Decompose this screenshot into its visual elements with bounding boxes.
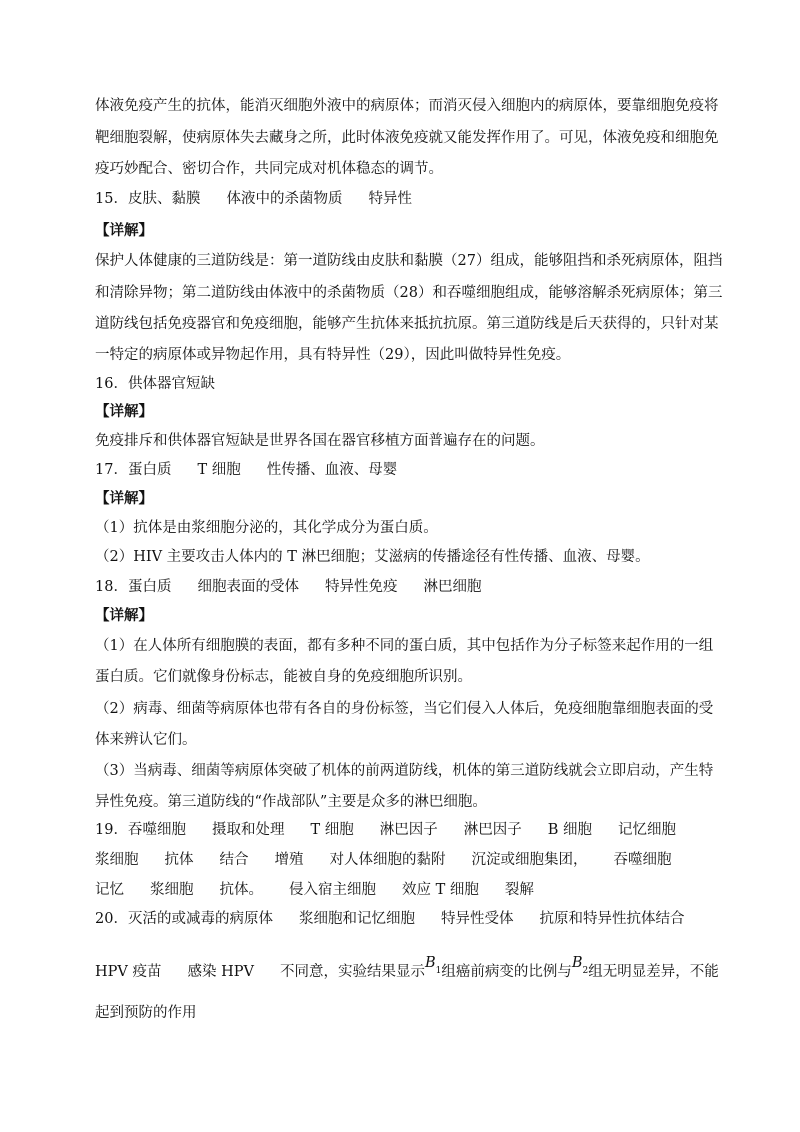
- text-line: （1）抗体是由浆细胞分泌的，其化学成分为蛋白质。: [95, 520, 438, 536]
- answer-line-19: [95, 820, 676, 840]
- answer-item: 蛋白质: [127, 579, 172, 595]
- text-line: 体来辨认它们。: [95, 732, 197, 748]
- math-subscript: 1: [435, 965, 442, 976]
- answer-item: 记忆细胞: [618, 822, 676, 838]
- answer-item: 吞噬细胞: [127, 822, 186, 838]
- text-line: 异性免疫。第三道防线的“作战部队”主要是众多的淋巴细胞。: [95, 794, 487, 810]
- answer-line-16: [95, 374, 215, 394]
- answer-line-18: [95, 577, 481, 597]
- answer-item: 抗体: [164, 852, 194, 868]
- answer-item: 特异性: [368, 191, 412, 207]
- answer-item: 淋巴因子: [379, 822, 438, 838]
- answer-item: 效应 T 细胞: [402, 882, 479, 898]
- text-line: 靶细胞裂解，使病原体失去藏身之所，此时体液免疫就又能发挥作用了。可见，体液免疫和细胞免: [95, 130, 719, 146]
- answer-item: 灭活的或减毒的病原体: [127, 911, 273, 927]
- question-number: 19．: [95, 822, 128, 838]
- text-line: 起到预防的作用: [95, 1005, 197, 1021]
- answer-item: 摄取和处理: [211, 822, 285, 838]
- question-number: 15．: [95, 191, 128, 207]
- math-subscript: 2: [582, 965, 589, 976]
- answer-item: 皮肤、黏膜: [127, 191, 201, 207]
- answer-item: 沉淀或细胞集团，: [471, 852, 588, 868]
- math-variable-b1: [424, 955, 442, 976]
- text-line: （2）HIV 主要攻击人体内的 T 淋巴细胞；艾滋病的传播途径有性传播、血液、母婴。: [95, 549, 650, 565]
- text-line: 道防线包括免疫器官和免疫细胞，能够产生抗体来抵抗抗原。第三道防线是后天获得的，只针对某: [95, 316, 719, 332]
- answer-item: 记忆: [95, 882, 124, 898]
- answer-item: B 细胞: [547, 822, 592, 838]
- answer-line-19-cont: [95, 880, 534, 900]
- text-line: 体液免疫产生的抗体，能消灭细胞外液中的病原体；而消灭侵入细胞内的病原体，要靠细胞免疫将: [95, 98, 719, 114]
- answer-item: 特异性受体: [440, 911, 514, 927]
- answer-item: 侵入宿主细胞: [289, 882, 376, 898]
- detail-heading: 【详解】: [95, 222, 153, 239]
- answer-item: 细胞表面的受体: [197, 579, 299, 595]
- question-number: 16．: [95, 376, 128, 392]
- answer-item: 浆细胞: [150, 882, 194, 898]
- answer-item: 浆细胞和记忆细胞: [298, 911, 415, 927]
- text-line: 和清除异物；第二道防线由体液中的杀菌物质（28）和吞噬细胞组成，能够溶解杀死病原体；第三: [95, 285, 723, 301]
- text-line: （2）病毒、细菌等病原体也带有各自的身份标签，当它们侵入人体后，免疫细胞靠细胞表面的受: [95, 701, 714, 717]
- detail-heading: 【详解】: [95, 403, 153, 420]
- answer-item: 供体器官短缺: [127, 376, 215, 392]
- answer-item: HPV 疫苗: [95, 964, 162, 980]
- question-number: 20．: [95, 911, 128, 927]
- question-number: 17．: [95, 462, 128, 478]
- answer-item: 增殖: [274, 852, 304, 868]
- answer-explanation: [280, 955, 719, 980]
- math-symbol: B: [424, 955, 436, 971]
- text-line: 疫巧妙配合、密切合作，共同完成对机体稳态的调节。: [95, 161, 443, 177]
- explanation-text: 组无明显差异，不能: [588, 964, 719, 980]
- answer-item: 淋巴因子: [463, 822, 522, 838]
- answer-item: 淋巴细胞: [423, 579, 482, 595]
- text-line: 蛋白质。它们就像身份标志，能被自身的免疫细胞所识别。: [95, 669, 472, 685]
- answer-item: T 细胞: [197, 462, 241, 478]
- answer-item: 蛋白质: [127, 462, 172, 478]
- text-line: （1）在人体所有细胞膜的表面，都有多种不同的蛋白质，其中包括作为分子标签来起作用的一组: [95, 638, 714, 654]
- answer-item: 抗原和特异性抗体结合: [539, 911, 685, 927]
- answer-line-20: [95, 909, 684, 929]
- answer-item: 性传播、血液、母婴: [266, 462, 398, 478]
- answer-item: 吞噬细胞: [613, 852, 672, 868]
- answer-line-20-cont: [95, 955, 719, 988]
- answer-line-19-cont: [95, 850, 672, 870]
- answer-item: 结合: [219, 852, 249, 868]
- math-variable-b2: [571, 955, 589, 976]
- text-line: 一特定的病原体或异物起作用，具有特异性（29），因此叫做特异性免疫。: [95, 347, 571, 363]
- detail-heading: 【详解】: [95, 490, 153, 507]
- explanation-text: 不同意，实验结果显示: [279, 964, 425, 980]
- question-number: 18．: [95, 579, 128, 595]
- math-symbol: B: [571, 955, 583, 971]
- answer-item: 抗体。: [219, 882, 263, 898]
- answer-item: 浆细胞: [95, 852, 139, 868]
- detail-heading: 【详解】: [95, 607, 153, 624]
- answer-item: 特异性免疫: [324, 579, 398, 595]
- answer-item: 裂解: [504, 882, 534, 898]
- answer-item: 对人体细胞的黏附: [329, 852, 446, 868]
- text-line: 免疫排斥和供体器官短缺是世界各国在器官移植方面普遍存在的问题。: [95, 433, 545, 449]
- explanation-text: 组癌前病变的比例与: [441, 964, 572, 980]
- text-line: （3）当病毒、细菌等病原体突破了机体的前两道防线，机体的第三道防线就会立即启动，产生特: [95, 763, 714, 779]
- answer-item: 感染 HPV: [187, 964, 254, 980]
- answer-item: 体液中的杀菌物质: [226, 191, 343, 207]
- answer-line-15: [95, 189, 412, 209]
- answer-item: T 细胞: [310, 822, 354, 838]
- answer-line-17: [95, 460, 397, 480]
- text-line: 保护人体健康的三道防线是：第一道防线由皮肤和黏膜（27）组成，能够阻挡和杀死病原体，阻挡: [95, 253, 723, 269]
